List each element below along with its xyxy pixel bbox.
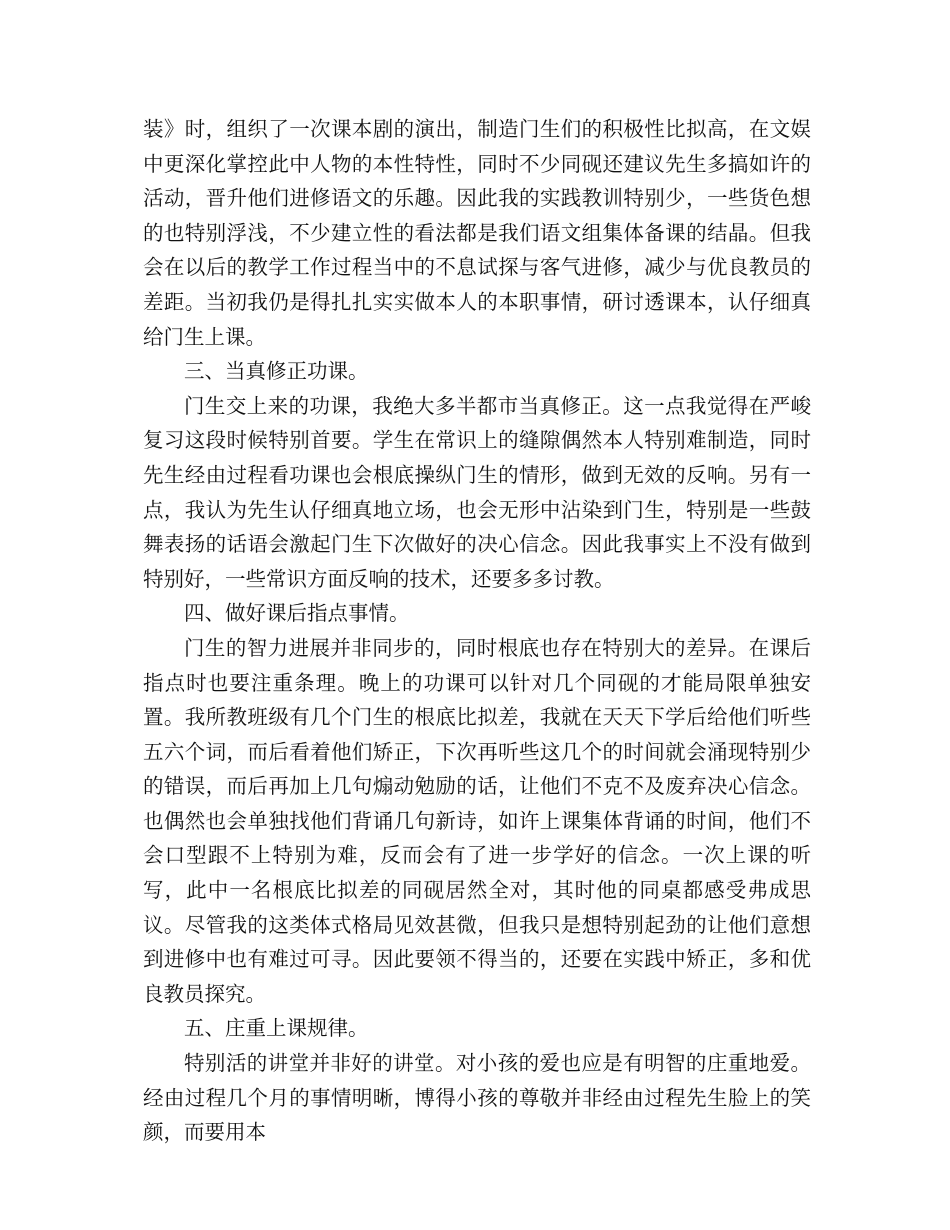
paragraph-discipline: 特别活的讲堂并非好的讲堂。对小孩的爱也应是有明智的庄重地爱。经由过程几个月的事情明晰，博得小孩的尊敬并非经由过程先生脸上的笑颜，而要用本	[143, 1051, 811, 1145]
section-heading-5: 五、庄重上课规律。	[184, 1016, 369, 1041]
paragraph-homework: 门生交上来的功课，我绝大多半都市当真修正。这一点我觉得在严峻复习这段时候特别首要。学生在常识上的缝隙偶然本人特别难制造，同时先生经由过程看功课也会根底操纵门生的情形，做到无效的反响。另有一点，我认为先生认仔细真地立场，也会无形中沾染到门生，特别是一些鼓舞表扬的话语会激起门生下次做好的决心信念。因此我事实上不没有做到特别好，一些常识方面反响的技术，还要多多讨教。	[143, 393, 811, 591]
section-heading-4: 四、做好课后指点事情。	[184, 601, 410, 626]
section-heading-3: 三、当真修正功课。	[184, 359, 369, 384]
document-body	[143, 112, 811, 1150]
paragraph-tutoring: 门生的智力进展并非同步的，同时根底也存在特别大的差异。在课后指点时也要注重条理。晚上的功课可以针对几个同砚的才能局限单独安置。我所教班级有几个门生的根底比拟差，我就在天天下学后给他们听些五六个词，而后看着他们矫正，下次再听些这几个的时间就会涌现特别少的错误，而后再加上几句煽动勉励的话，让他们不克不及废弃决心信念。也偶然也会单独找他们背诵几句新诗，如许上课集体背诵的时间，他们不会口型跟不上特别为难，反而会有了进一步学好的信念。一次上课的听写，此中一名根底比拟差的同砚居然全对，其时他的同桌都感受弗成思议。尽管我的这类体式格局见效甚微，但我只是想特别起劲的让他们意想到进修中也有难过可寻。因此要领不得当的，还要在实践中矫正，多和优良教员探究。	[143, 635, 811, 1006]
paragraph-continuation: 装》时，组织了一次课本剧的演出，制造门生们的积极性比拟高，在文娱中更深化掌控此中人物的本性特性，同时不少同砚还建议先生多搞如许的活动，晋升他们进修语文的乐趣。因此我的实践教训特别少，一些货色想的也特别浮浅，不少建立性的看法都是我们语文组集体备课的结晶。但我会在以后的教学工作过程当中的不息试探与客气进修，减少与优良教员的差距。当初我仍是得扎扎实实做本人的本职事情，研讨透课本，认仔细真给门生上课。	[143, 117, 811, 349]
